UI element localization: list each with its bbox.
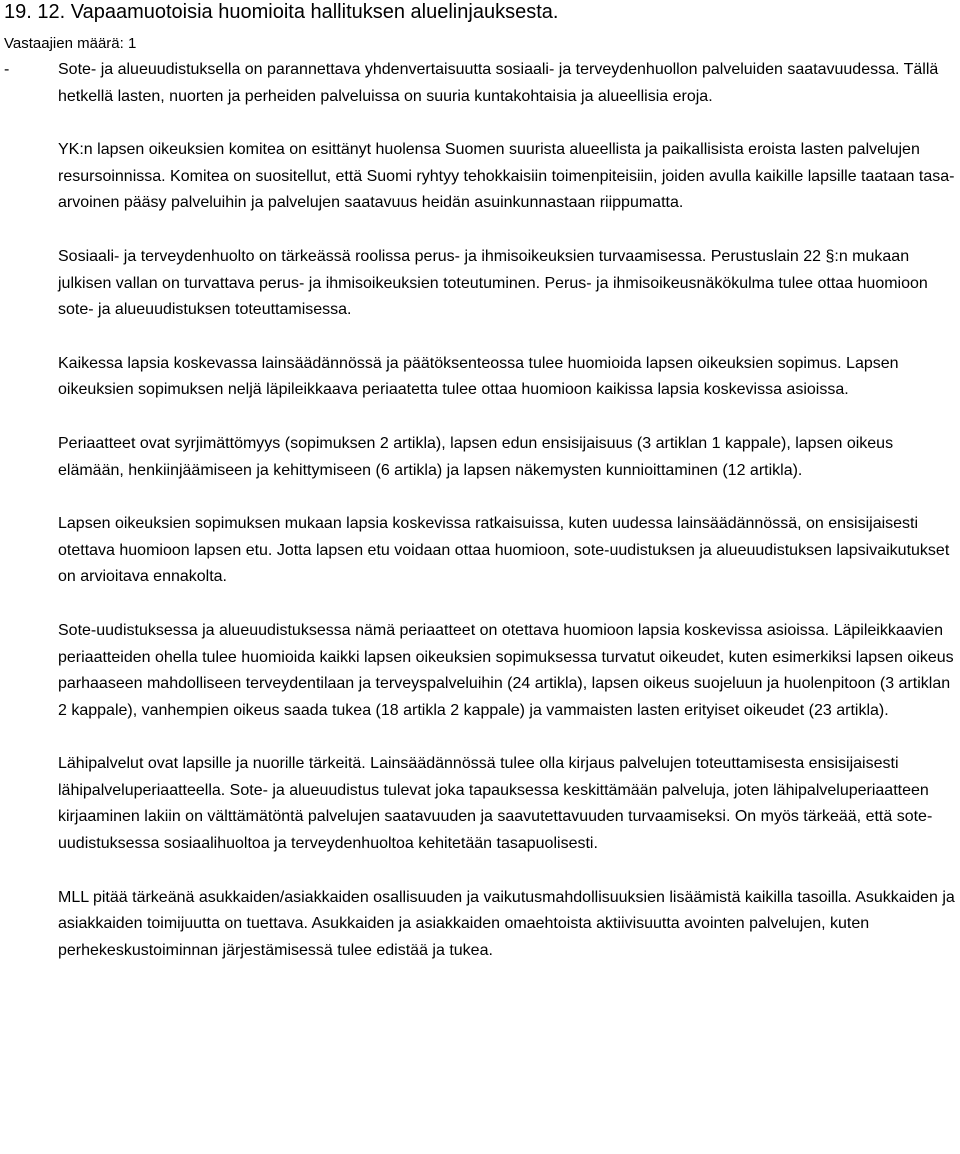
paragraph-5: Periaatteet ovat syrjimättömyys (sopimuksen 2 artikla), lapsen edun ensisijaisuus (3 artiklan 1 kappale), lapsen oikeus elämään, henkiinjäämiseen ja kehittymiseen (6 artikla) ja lapsen näkemysten kunnioittaminen (12 artikla). [58, 434, 894, 479]
respondent-count: Vastaajien määrä: 1 [4, 35, 137, 52]
paragraph-3: Sosiaali- ja terveydenhuolto on tärkeässä roolissa perus- ja ihmisoikeuksien turvaamisessa. Perustuslain 22 §:n mukaan julkisen vallan on turvattava perus- ja ihmisoikeuksien toteutuminen. Perus- ja ihmisoikeusnäkökulma tulee ottaa huomioon sote- ja alueuudistuksen toteuttamisessa. [58, 247, 928, 319]
paragraph-4: Kaikessa lapsia koskevassa lainsäädännössä ja päätöksenteossa tulee huomioida lapsen oikeuksien sopimus. Lapsen oikeuksien sopimuksen neljä läpileikkaava periaatetta tulee ottaa huomioon kaikissa lapsia koskevissa asioissa. [58, 354, 899, 399]
question-heading: 19. 12. Vapaamuotoisia huomioita hallituksen aluelinjauksesta. [4, 1, 559, 23]
paragraph-8: Lähipalvelut ovat lapsille ja nuorille tärkeitä. Lainsäädännössä tulee olla kirjaus palvelujen toteuttamisesta ensisijaisesti lähipalveluperiaatteella. Sote- ja alueuudistus tulevat joka tapauksessa keskittämään palveluja, joten lähipalveluperiaatteen kirjaaminen lakiin on välttämätöntä palvelujen saatavuuden ja saavutettavuuden turvaamiseksi. On myös tärkeää, että sote-uudistuksessa sosiaalihuoltoa ja terveydenhuoltoa kehitetään tasapuolisesti. [58, 755, 933, 853]
response-text [58, 57, 960, 991]
paragraph-1: Sote- ja alueuudistuksella on parannettava yhdenvertaisuutta sosiaali- ja terveydenhuollon palveluiden saatavuudessa. Tällä hetkellä lasten, nuorten ja perheiden palveluissa on suuria kuntakohtaisia ja alueellisia eroja. [58, 61, 939, 105]
paragraph-2: YK:n lapsen oikeuksien komitea on esittänyt huolensa Suomen suurista alueellista ja paikallisista eroista lasten palvelujen resursoinnissa. Komitea on suositellut, että Suomi ryhtyy tehokkaisiin toimenpiteisiin, joiden avulla kaikille lapsille taataan tasa-arvoinen pääsy palveluihin ja palvelujen saatavuus heidän asuinkunnastaan riippumatta. [58, 141, 955, 212]
paragraph-9: MLL pitää tärkeänä asukkaiden/asiakkaiden osallisuuden ja vaikutusmahdollisuuksien lisäämistä kaikilla tasoilla. Asukkaiden ja asiakkaiden toimijuutta on tuettava. Asukkaiden ja asiakkaiden omaehtoista aktiivisuutta avointen palvelujen, kuten perhekeskustoiminnan järjestämisessä tulee edistää ja tukea. [58, 888, 955, 959]
paragraph-7: Sote-uudistuksessa ja alueuudistuksessa nämä periaatteet on otettava huomioon lapsia koskevissa asioissa. Läpileikkaavien periaatteiden ohella tulee huomioida kaikki lapsen oikeuksien sopimuksessa turvatut oikeudet, kuten esimerkiksi lapsen oikeus parhaaseen mahdolliseen terveydentilaan ja terveyspalveluihin (24 artikla), lapsen oikeus suojeluun ja huolenpitoon (3 artiklan 2 kappale), vanhempien oikeus saada tukea (18 artikla 2 kappale) ja vammaisten lasten erityiset oikeudet (23 artikla). [58, 621, 954, 719]
paragraph-6: Lapsen oikeuksien sopimuksen mukaan lapsia koskevissa ratkaisuissa, kuten uudessa lainsäädännössä, on ensisijaisesti otettava huomioon lapsen etu. Jotta lapsen etu voidaan ottaa huomioon, sote-uudistuksen ja alueuudistuksen lapsivaikutukset on arvioitava ennakolta. [58, 515, 950, 586]
list-marker: - [4, 61, 10, 78]
